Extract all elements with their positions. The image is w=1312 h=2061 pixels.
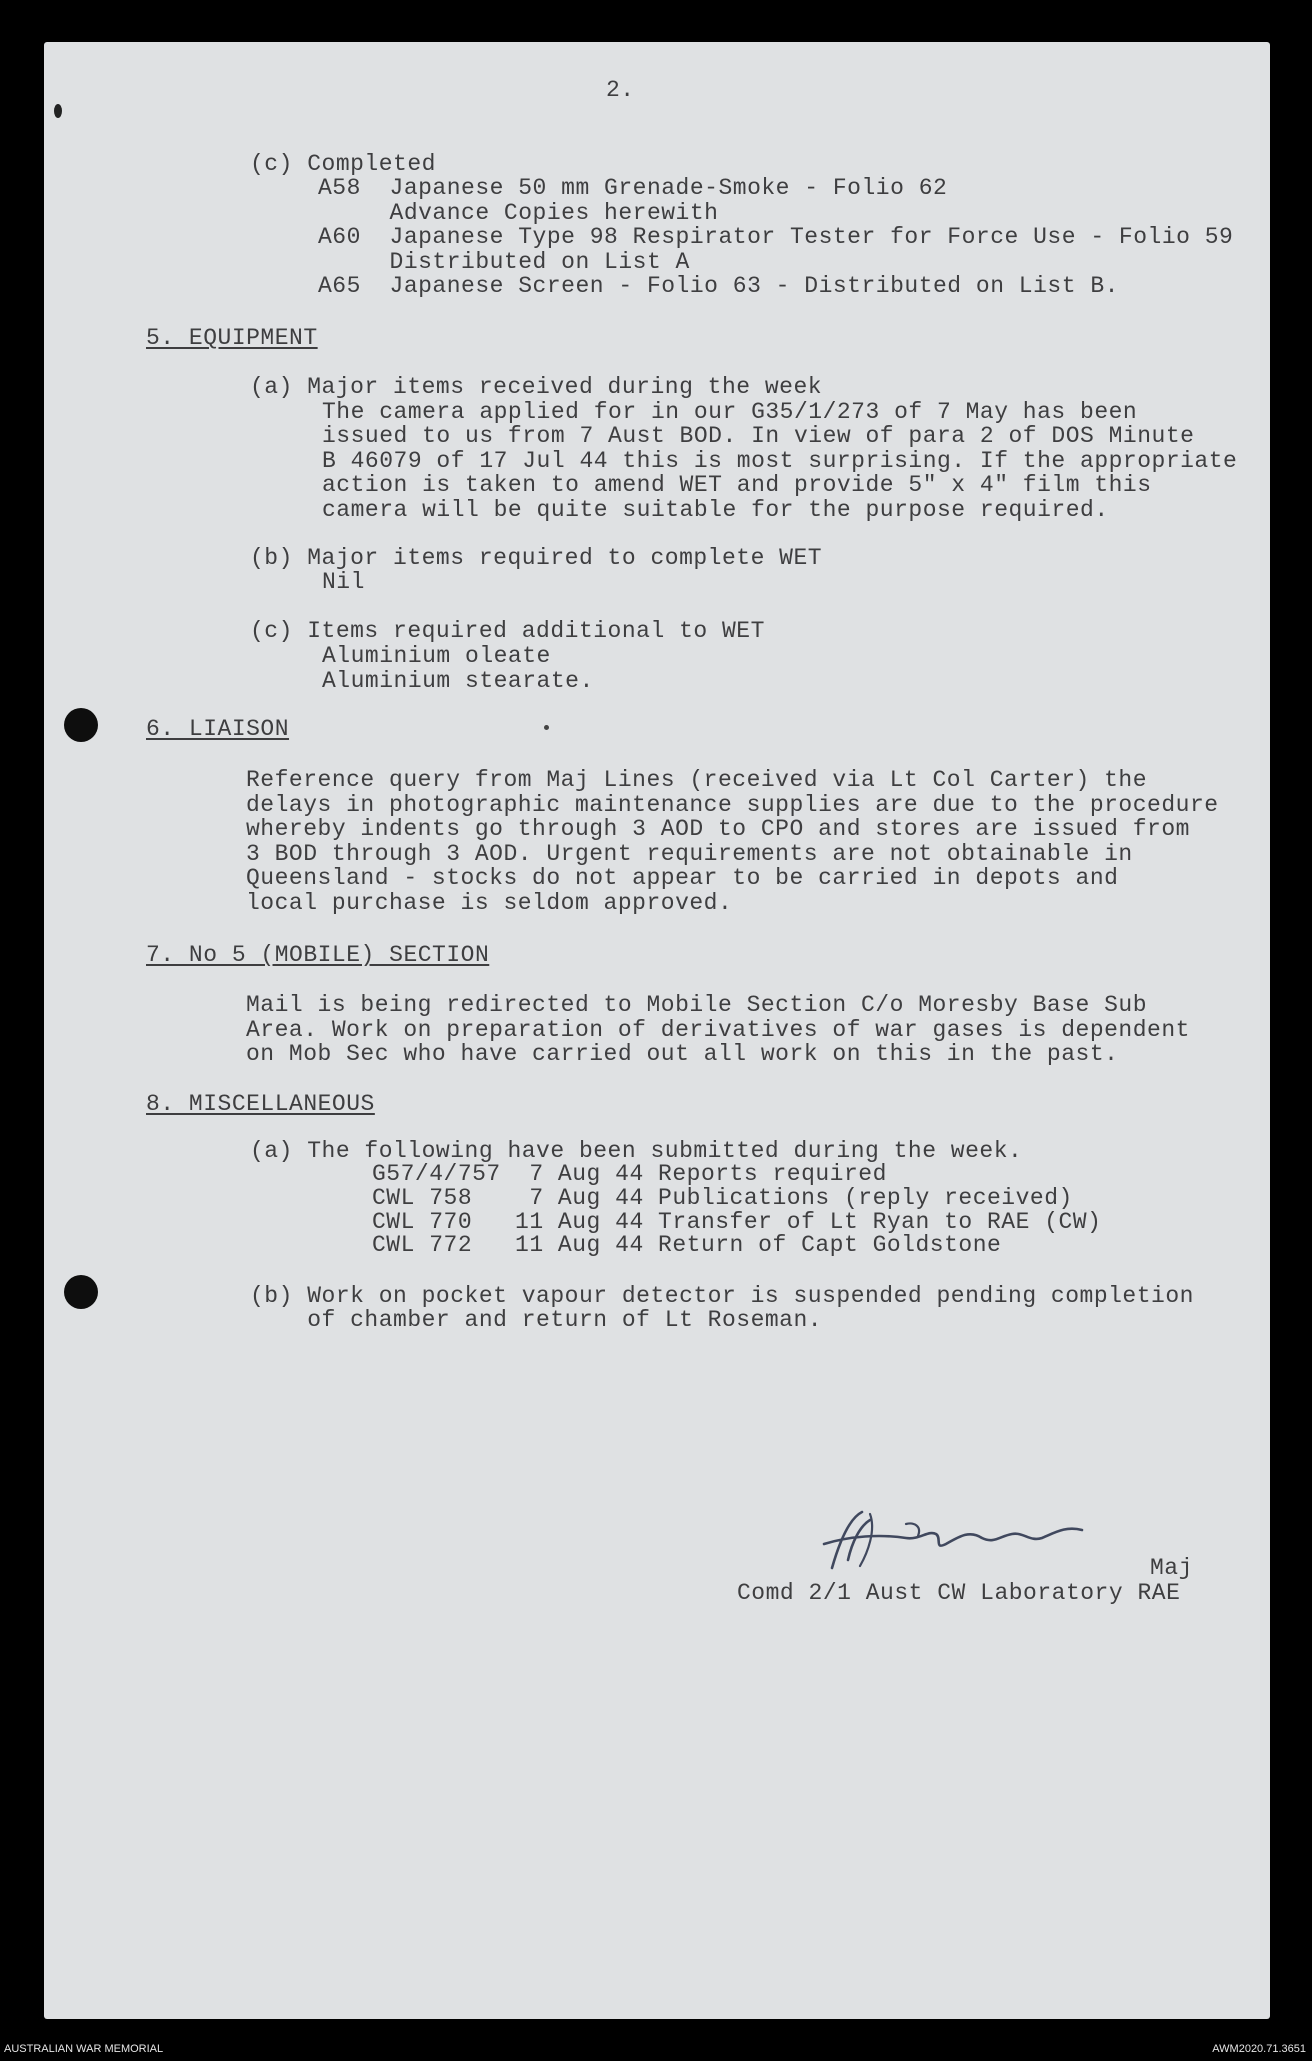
punch-hole — [64, 1275, 98, 1309]
section-5a-line: action is taken to amend WET and provide 5" x 4" film this — [322, 472, 1152, 498]
punch-hole — [64, 708, 98, 742]
ink-mark — [54, 104, 62, 118]
section-8b-line: of chamber and return of Lt Roseman. — [250, 1307, 823, 1333]
section-4c-line: Distributed on List A — [318, 249, 690, 275]
section-4c-line: A65 Japanese Screen - Folio 63 - Distributed on List B. — [318, 273, 1119, 299]
signatory-title: Comd 2/1 Aust CW Laboratory RAE — [737, 1580, 1181, 1606]
section-5b-heading: (b) Major items required to complete WET — [250, 545, 823, 571]
section-8-heading: 8. MISCELLANEOUS — [146, 1091, 375, 1117]
section-8a-line: CWL 758 7 Aug 44 Publications (reply received) — [372, 1185, 1073, 1211]
section-5c-line: Aluminium stearate. — [322, 668, 594, 694]
section-7-line: Area. Work on preparation of derivatives of war gases is dependent — [246, 1017, 1190, 1043]
section-5a-line: issued to us from 7 Aust BOD. In view of para 2 of DOS Minute — [322, 423, 1195, 449]
section-6-line: whereby indents go through 3 AOD to CPO and stores are issued from — [246, 816, 1190, 842]
section-5a-line: The camera applied for in our G35/1/273 of 7 May has been — [322, 399, 1138, 425]
section-6-line: local purchase is seldom approved. — [246, 890, 733, 916]
section-7-line: on Mob Sec who have carried out all work on this in the past. — [246, 1041, 1119, 1067]
section-4c-line: A60 Japanese Type 98 Respirator Tester for Force Use - Folio 59 — [318, 224, 1234, 250]
section-5c-heading: (c) Items required additional to WET — [250, 618, 765, 644]
section-5a-line: camera will be quite suitable for the purpose required. — [322, 497, 1109, 523]
section-5c-line: Aluminium oleate — [322, 643, 551, 669]
section-4c-line: A58 Japanese 50 mm Grenade-Smoke - Folio 62 — [318, 175, 948, 201]
section-5b-line: Nil — [322, 569, 365, 595]
section-6-line: Reference query from Maj Lines (received via Lt Col Carter) the — [246, 767, 1148, 793]
section-6-line: 3 BOD through 3 AOD. Urgent requirements are not obtainable in — [246, 841, 1133, 867]
footer-reference-number: AWM2020.71.3651 — [1212, 2043, 1306, 2055]
section-6-line: Queensland - stocks do not appear to be carried in depots and — [246, 865, 1119, 891]
section-8a-line: G57/4/757 7 Aug 44 Reports required — [372, 1161, 887, 1187]
handwritten-signature — [810, 1500, 1130, 1580]
footer-archive-name: AUSTRALIAN WAR MEMORIAL — [4, 2043, 164, 2055]
section-6-line: delays in photographic maintenance supplies are due to the procedure — [246, 792, 1219, 818]
section-8a-heading: (a) The following have been submitted during the week. — [250, 1138, 1023, 1164]
ink-dot — [544, 725, 549, 730]
section-5-heading: 5. EQUIPMENT — [146, 325, 318, 351]
section-8a-line: CWL 772 11 Aug 44 Return of Capt Goldstone — [372, 1232, 1002, 1258]
section-7-line: Mail is being redirected to Mobile Section C/o Moresby Base Sub — [246, 992, 1148, 1018]
section-4c-line: Advance Copies herewith — [318, 200, 719, 226]
section-7-heading: 7. No 5 (MOBILE) SECTION — [146, 942, 490, 968]
section-6-heading: 6. LIAISON — [146, 716, 290, 742]
section-4c-heading: (c) Completed — [250, 151, 436, 177]
section-5a-heading: (a) Major items received during the week — [250, 374, 823, 400]
section-8b-line: (b) Work on pocket vapour detector is suspended pending completion — [250, 1283, 1194, 1309]
section-5a-line: B 46079 of 17 Jul 44 this is most surprising. If the appropriate — [322, 448, 1238, 474]
signatory-rank: Maj — [1150, 1555, 1193, 1581]
page-number: 2. — [606, 77, 635, 103]
section-8a-line: CWL 770 11 Aug 44 Transfer of Lt Ryan to RAE (CW) — [372, 1209, 1102, 1235]
